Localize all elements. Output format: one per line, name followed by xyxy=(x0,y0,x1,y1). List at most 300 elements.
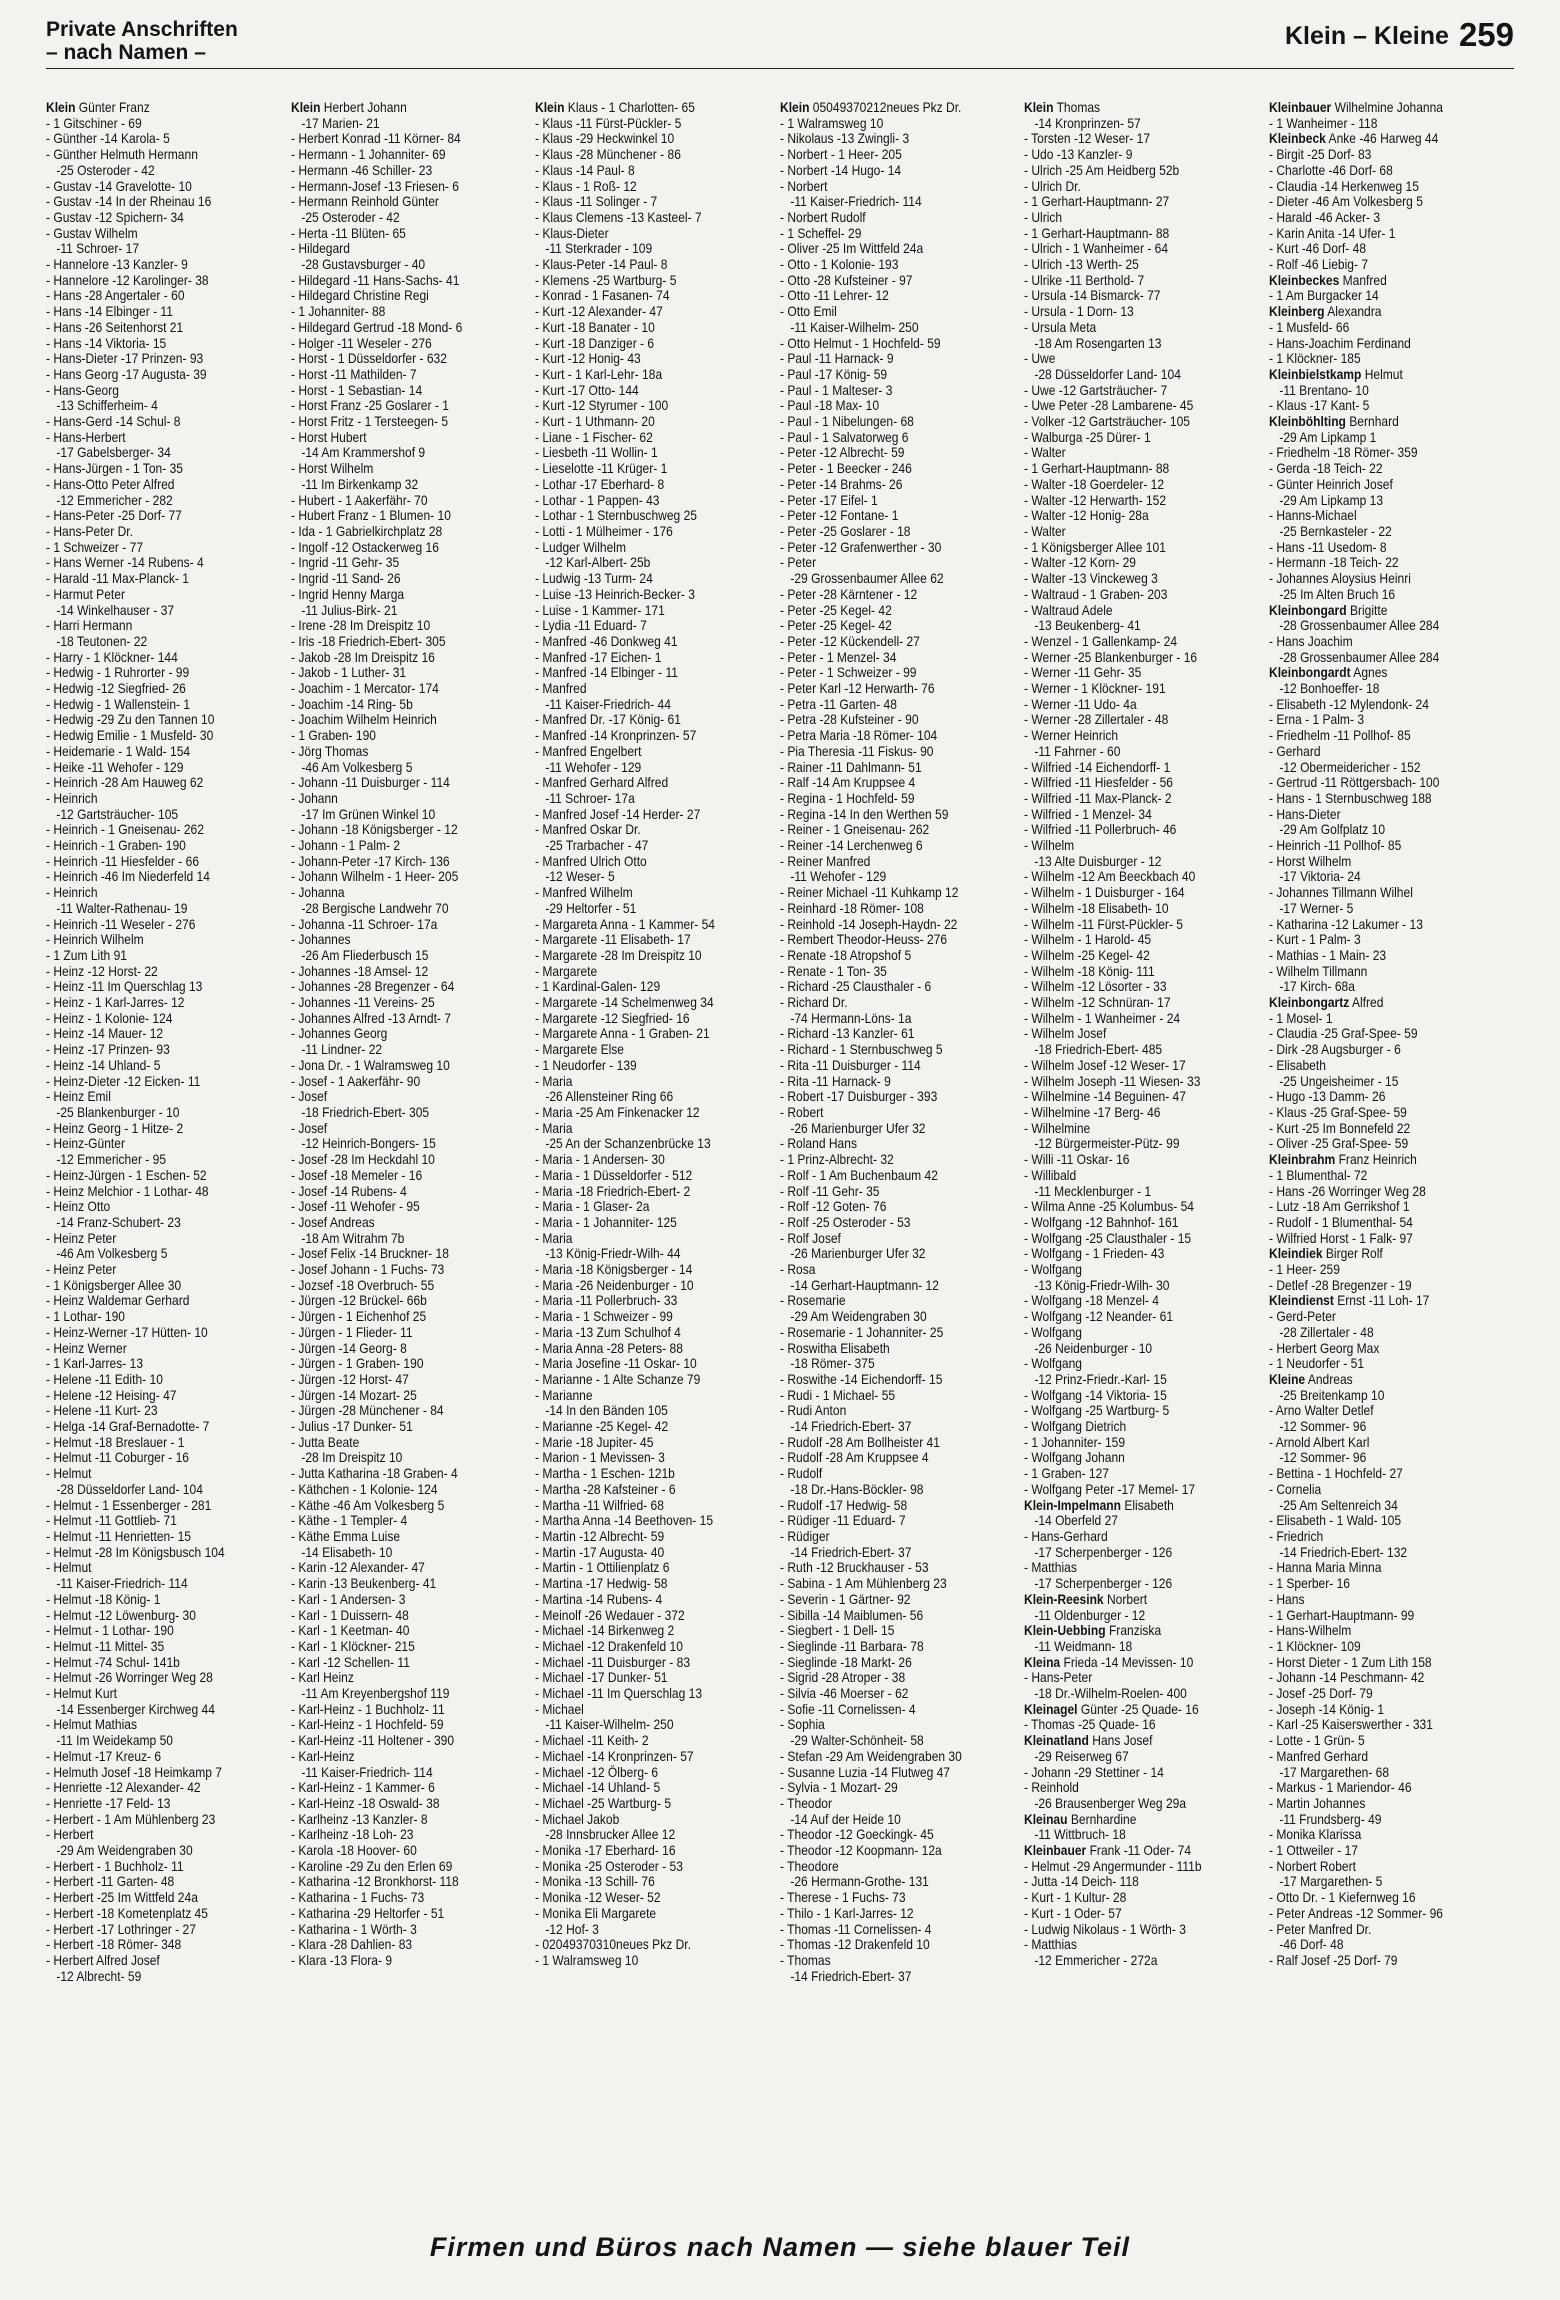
listing-entry: - Hermann -46 Schiller- 23 xyxy=(290,162,432,178)
listing-entry: - Matthias xyxy=(1024,1560,1078,1576)
listing-entry: - Herbert -18 Römer- 348 xyxy=(46,1937,182,1953)
listing-entry: -11 Schroer- 17 xyxy=(56,241,140,257)
listing-entry: - Michael -14 Kronprinzen- 57 xyxy=(535,1748,694,1764)
listing-entry: -12 Obermeidericher - 152 xyxy=(1279,759,1421,775)
listing-entry: - Karl -12 Schellen- 11 xyxy=(290,1654,410,1670)
listing-entry: - Wilma Anne -25 Kolumbus- 54 xyxy=(1024,1199,1195,1215)
listing-entry: - Peter -12 Fontane- 1 xyxy=(779,508,899,524)
listing-entry: - Thomas -25 Quade- 16 xyxy=(1024,1717,1156,1733)
listing-entry: - Renate -18 Atropshof 5 xyxy=(779,947,911,963)
listing-entry: - Johann -11 Duisburger - 114 xyxy=(290,775,450,791)
listing-entry: - Wilhelm Josef -12 Weser- 17 xyxy=(1024,1057,1187,1073)
listing-entry: - Gustav -12 Spichern- 34 xyxy=(46,209,184,225)
listing-entry: - Otto Helmut - 1 Hochfeld- 59 xyxy=(779,335,941,351)
listing-entry: -28 Im Dreispitz 10 xyxy=(300,1450,402,1466)
listing-entry: - Rosemarie xyxy=(779,1293,846,1309)
listing-entry: - Peter xyxy=(779,555,816,571)
listing-entry: - Hermann-Josef -13 Friesen- 6 xyxy=(290,178,459,194)
listing-entry: - Jürgen - 1 Flieder- 11 xyxy=(290,1324,413,1340)
listing-entry: -14 Gerhart-Hauptmann- 12 xyxy=(790,1277,939,1293)
listing-entry: - Heinz - 1 Karl-Jarres- 12 xyxy=(46,995,185,1011)
listing-entry: - Marion - 1 Mevissen- 3 xyxy=(535,1450,665,1466)
listing-entry: - Lotti - 1 Mülheimer - 176 xyxy=(535,523,674,539)
listing-entry: - Werner -11 Udo- 4a xyxy=(1024,696,1138,712)
listing-entry: - Manfred -17 Eichen- 1 xyxy=(535,649,662,665)
listing-entry: - Luise - 1 Kammer- 171 xyxy=(535,602,666,618)
listing-entry: - Reiner Manfred xyxy=(779,853,871,869)
listing-entry: - Hans xyxy=(1268,1591,1305,1607)
listing-entry: - Theodor xyxy=(779,1795,832,1811)
listing-entry: - Jürgen -12 Brückel- 66b xyxy=(290,1293,427,1309)
listing-entry: -17 Viktoria- 24 xyxy=(1279,869,1361,885)
listing-entry: - Käthchen - 1 Kolonie- 124 xyxy=(290,1481,438,1497)
listing-entry: - Therese - 1 Fuchs- 73 xyxy=(779,1890,906,1906)
listing-entry: - Irene -28 Im Dreispitz 10 xyxy=(290,618,430,634)
listing-entry: -14 In den Bänden 105 xyxy=(545,1403,669,1419)
listing-entry: - Rudolf xyxy=(779,1466,822,1482)
listing-entry: - Josef -18 Memeler - 16 xyxy=(290,1167,422,1183)
listing-entry: - 1 Gerhart-Hauptmann- 88 xyxy=(1024,461,1170,477)
listing-entry: -29 Grossenbaumer Allee 62 xyxy=(790,571,944,587)
listing-entry: - Horst Dieter - 1 Zum Lith 158 xyxy=(1268,1654,1432,1670)
listing-entry: - Michael -25 Wartburg- 5 xyxy=(535,1795,672,1811)
section-heading-line2: – nach Namen – xyxy=(46,41,206,64)
listing-entry: -17 Im Grünen Winkel 10 xyxy=(300,806,435,822)
listing-entry: - Karoline -29 Zu den Erlen 69 xyxy=(290,1858,452,1874)
listing-entry: - Harald -11 Max-Planck- 1 xyxy=(46,571,189,587)
listing-entry: - Katharina -12 Bronkhorst- 118 xyxy=(290,1874,459,1890)
listing-entry: - Hans -14 Viktoria- 15 xyxy=(46,335,167,351)
listing-entry: -26 Brausenberger Weg 29a xyxy=(1034,1795,1187,1811)
listing-entry: Kleindienst Ernst -11 Loh- 17 xyxy=(1268,1293,1430,1309)
listing-entry: - Michael Jakob xyxy=(535,1811,620,1827)
listing-entry: - Manfred Oskar Dr. xyxy=(535,822,641,838)
listing-entry: - Meinolf -26 Wedauer - 372 xyxy=(535,1607,685,1623)
listing-entry: - Hannelore -12 Karolinger- 38 xyxy=(46,272,209,288)
listing-entry: - Karl-Heinz -18 Oswald- 38 xyxy=(290,1795,440,1811)
listing-entry: - Wilhelm -18 König- 111 xyxy=(1024,963,1156,979)
listing-entry: - Peter Karl -12 Herwarth- 76 xyxy=(779,681,935,697)
listing-entry: - Jürgen -12 Horst- 47 xyxy=(290,1371,409,1387)
listing-entry: - Johannes Alfred -13 Arndt- 7 xyxy=(290,1010,451,1026)
listing-entry: - Wilhelm -12 Schnüran- 17 xyxy=(1024,995,1171,1011)
listing-entry: - Peter -12 Grafenwerther - 30 xyxy=(779,539,942,555)
listing-entry: - Kurt -18 Banater - 10 xyxy=(535,319,655,335)
listing-entry: - Jona Dr. - 1 Walramsweg 10 xyxy=(290,1057,450,1073)
listing-entry: - Wilhelm Josef xyxy=(1024,1026,1107,1042)
listing-entry: - Norbert -14 Hugo- 14 xyxy=(779,162,901,178)
listing-entry: - Margarete -28 Im Dreispitz 10 xyxy=(535,947,702,963)
listing-entry: - Manfred xyxy=(535,681,587,697)
listing-entry: - Jürgen -28 Münchener - 84 xyxy=(290,1403,444,1419)
listing-entry: - Heinz Georg - 1 Hitze- 2 xyxy=(46,1120,184,1136)
header-rule xyxy=(46,68,1514,69)
listing-entry: - Norbert xyxy=(779,178,828,194)
listing-entry: - Uwe xyxy=(1024,351,1056,367)
listing-entry: -29 Am Lipkamp 1 xyxy=(1279,429,1377,445)
listing-entry: - Heinrich -11 Weseler - 276 xyxy=(46,916,196,932)
listing-entry: -11 Frundsberg- 49 xyxy=(1279,1811,1382,1827)
listing-entry: - Hans -11 Usedom- 8 xyxy=(1268,539,1387,555)
listing-entry: - Heinz -17 Prinzen- 93 xyxy=(46,1042,170,1058)
listing-entry: - Reiner - 1 Gneisenau- 262 xyxy=(779,822,930,838)
listing-entry: - Klaus - 1 Roß- 12 xyxy=(535,178,637,194)
listing-entry: - Dieter -46 Am Volkesberg 5 xyxy=(1268,194,1423,210)
listing-entry: - 1 Mosel- 1 xyxy=(1268,1010,1333,1026)
listing-entry: - Margarete -12 Siegfried- 16 xyxy=(535,1010,690,1026)
listing-entry: - Rudolf -28 Am Bollheister 41 xyxy=(779,1434,940,1450)
listing-entry: - Kurt -25 Im Bonnefeld 22 xyxy=(1268,1120,1411,1136)
listing-entry: - Konrad - 1 Fasanen- 74 xyxy=(535,288,670,304)
listing-entry: - Rudi - 1 Michael- 55 xyxy=(779,1387,895,1403)
listing-entry: - 1 Scheffel- 29 xyxy=(779,225,862,241)
listing-entry: - Kurt - 1 Oder- 57 xyxy=(1024,1905,1123,1921)
listing-entry: - Martin -12 Albrecht- 59 xyxy=(535,1528,665,1544)
listing-entry: - 1 Zum Lith 91 xyxy=(46,947,127,963)
listing-entry: -29 Heltorfer - 51 xyxy=(545,900,637,916)
listing-entry: - Herbert Alfred Josef xyxy=(46,1952,160,1968)
listing-entry: - Klaus -11 Solinger - 7 xyxy=(535,194,658,210)
listing-entry: - Luise -13 Heinrich-Becker- 3 xyxy=(535,586,696,602)
listing-column-5 xyxy=(1024,100,1269,2225)
listing-entry: - Katharina - 1 Wörth- 3 xyxy=(290,1921,417,1937)
listing-entry: - Wilhelmine -14 Beguinen- 47 xyxy=(1024,1089,1187,1105)
listing-entry: - 1 Walramsweg 10 xyxy=(535,1952,639,1968)
listing-entry: - Maria xyxy=(535,1120,573,1136)
listing-entry: - Helmuth Josef -18 Heimkamp 7 xyxy=(46,1764,222,1780)
listing-entry: - Liesbeth -11 Wollin- 1 xyxy=(535,445,658,461)
listing-entry: - Herbert - 1 Am Mühlenberg 23 xyxy=(46,1811,216,1827)
listing-entry: - Ulrich - 1 Wanheimer - 64 xyxy=(1024,241,1169,257)
listing-entry: - Marianne xyxy=(535,1387,593,1403)
listing-entry: - Kurt - 1 Uthmann- 20 xyxy=(535,414,655,430)
listing-entry: - Kurt - 1 Palm- 3 xyxy=(1268,932,1361,948)
section-heading-line1: Private Anschriften xyxy=(46,18,238,41)
listing-entry: -25 An der Schanzenbrücke 13 xyxy=(545,1136,711,1152)
listing-entry: - Rüdiger -11 Eduard- 7 xyxy=(779,1513,906,1529)
listing-entry: - Udo -13 Kanzler- 9 xyxy=(1024,147,1133,163)
listing-entry: -25 Trarbacher - 47 xyxy=(545,838,649,854)
listing-entry: - Heinrich -46 Im Niederfeld 14 xyxy=(46,869,210,885)
listing-entry: Kleinbongartz Alfred xyxy=(1268,995,1384,1011)
listing-entry: -14 Am Krammershof 9 xyxy=(300,445,425,461)
listing-entry: -11 Kaiser-Wilhelm- 250 xyxy=(545,1717,674,1733)
listing-entry: - Johanna xyxy=(290,885,345,901)
listing-entry: - Maria -26 Neidenburger - 10 xyxy=(535,1277,694,1293)
listing-entry: - Gertrud -11 Röttgersbach- 100 xyxy=(1268,775,1440,791)
listing-entry: - Wilhelm Joseph -11 Wiesen- 33 xyxy=(1024,1073,1201,1089)
listing-entry: - Hildegard xyxy=(290,241,350,257)
listing-entry: - Rüdiger xyxy=(779,1528,830,1544)
listing-entry: -18 Am Rosengarten 13 xyxy=(1034,335,1162,351)
listing-entry: - Otto -28 Kufsteiner - 97 xyxy=(779,272,913,288)
listing-entry: - Manfred -14 Kronprinzen- 57 xyxy=(535,728,697,744)
listing-entry: - Richard Dr. xyxy=(779,995,848,1011)
listing-entry: - Karl - 1 Andersen- 3 xyxy=(290,1591,406,1607)
listing-entry: - Maria - 1 Schweizer - 99 xyxy=(535,1309,674,1325)
listing-entry: - Klaus-Peter -14 Paul- 8 xyxy=(535,257,668,273)
listing-entry: - Heinz - 1 Kolonie- 124 xyxy=(46,1010,173,1026)
listing-entry: - Joachim Wilhelm Heinrich xyxy=(290,712,437,728)
listing-entry: - Heinrich xyxy=(46,790,98,806)
listing-entry: -14 Friedrich-Ebert- 132 xyxy=(1279,1544,1408,1560)
listing-entry: - Paul - 1 Nibelungen- 68 xyxy=(779,414,914,430)
listing-entry: - Heinrich - 1 Graben- 190 xyxy=(46,838,186,854)
listing-entry: - 1 Klöckner- 185 xyxy=(1268,351,1361,367)
listing-entry: -25 Ungeisheimer - 15 xyxy=(1279,1073,1399,1089)
listing-entry: -11 Schroer- 17a xyxy=(545,790,635,806)
listing-entry: - Sibilla -14 Maiblumen- 56 xyxy=(779,1607,923,1623)
listing-entry: - 1 Musfeld- 66 xyxy=(1268,319,1350,335)
listing-entry: - Margarete Else xyxy=(535,1042,625,1058)
listing-entry: - Johannes -11 Vereins- 25 xyxy=(290,995,435,1011)
listing-entry: - Maria -18 Friedrich-Ebert- 2 xyxy=(535,1183,691,1199)
listing-entry: -25 Bernkasteler - 22 xyxy=(1279,523,1392,539)
listing-entry: - Michael -14 Uhland- 5 xyxy=(535,1780,661,1796)
listing-entry: -11 Kaiser-Friedrich- 114 xyxy=(56,1576,188,1592)
listing-entry: - Kurt -17 Otto- 144 xyxy=(535,382,639,398)
listing-entry: - Paul - 1 Salvatorweg 6 xyxy=(779,429,909,445)
listing-entry: - Wolfgang - 1 Frieden- 43 xyxy=(1024,1246,1165,1262)
listing-entry: -28 Grossenbaumer Allee 284 xyxy=(1279,649,1440,665)
listing-entry: - 1 Heer- 259 xyxy=(1268,1262,1340,1278)
listing-entry: -14 Friedrich-Ebert- 37 xyxy=(790,1544,912,1560)
listing-entry: - Silvia -46 Moerser - 62 xyxy=(779,1686,909,1702)
listing-entry: - Helmut -11 Gottlieb- 71 xyxy=(46,1513,177,1529)
listing-entry: - Wilhelm -12 Lösorter - 33 xyxy=(1024,979,1167,995)
listing-entry: - Stefan -29 Am Weidengraben 30 xyxy=(779,1748,962,1764)
listing-entry: - Kurt -46 Dorf- 48 xyxy=(1268,241,1367,257)
listing-entry: -12 Sommer- 96 xyxy=(1279,1450,1367,1466)
listing-entry: - Herbert -18 Kometenplatz 45 xyxy=(46,1905,208,1921)
listing-entry: - Karola -18 Hoover- 60 xyxy=(290,1843,417,1859)
listing-entry: -18 Friedrich-Ebert- 485 xyxy=(1034,1042,1163,1058)
listing-entry: - Johann-Peter -17 Kirch- 136 xyxy=(290,853,450,869)
page-number: 259 xyxy=(1458,16,1514,53)
listing-entry: - Johannes xyxy=(290,932,351,948)
listing-entry: -28 Innsbrucker Allee 12 xyxy=(545,1827,676,1843)
listing-entry: - Nikolaus -13 Zwingli- 3 xyxy=(779,131,909,147)
listing-entry: - Herbert - 1 Buchholz- 11 xyxy=(46,1858,184,1874)
listing-entry: - Wolfgang -12 Bahnhof- 161 xyxy=(1024,1214,1179,1230)
listing-entry: -12 Bürgermeister-Pütz- 99 xyxy=(1034,1136,1180,1152)
listing-entry: - Waltraud Adele xyxy=(1024,602,1113,618)
listing-entry: - Hans -26 Worringer Weg 28 xyxy=(1268,1183,1426,1199)
listing-entry: - Margareta Anna - 1 Kammer- 54 xyxy=(535,916,716,932)
listing-entry: - Wolfgang xyxy=(1024,1356,1083,1372)
listing-entry: - 1 Gerhart-Hauptmann- 99 xyxy=(1268,1607,1415,1623)
listing-entry: - Peter -17 Eifel- 1 xyxy=(779,492,878,508)
listing-entry: - Jürgen - 1 Graben- 190 xyxy=(290,1356,424,1372)
listing-entry: -12 Emmericher - 282 xyxy=(56,492,173,508)
listing-entry: - Helmut -74 Schul- 141b xyxy=(46,1654,180,1670)
listing-entry: - Karlheinz -18 Loh- 23 xyxy=(290,1827,414,1843)
listing-entry: -11 Am Kreyenbergshof 119 xyxy=(300,1686,450,1702)
listing-entry: Klein Herbert Johann xyxy=(290,100,407,115)
listing-entry: - Klaus -29 Heckwinkel 10 xyxy=(535,131,675,147)
listing-entry: - Helmut - 1 Essenberger - 281 xyxy=(46,1497,212,1513)
listing-entry: - Michael -12 Ölberg- 6 xyxy=(535,1764,659,1780)
listing-entry: - Willibald xyxy=(1024,1167,1077,1183)
listing-entry: - Gustav Wilhelm xyxy=(46,225,138,241)
listing-entry: - Herta -11 Blüten- 65 xyxy=(290,225,406,241)
listing-entry: - Karl - 1 Keetman- 40 xyxy=(290,1623,410,1639)
listing-entry: - Wolfgang -25 Wartburg- 5 xyxy=(1024,1403,1170,1419)
listing-entry: -11 Kaiser-Wilhelm- 250 xyxy=(790,319,919,335)
listing-entry: - Willi -11 Oskar- 16 xyxy=(1024,1152,1130,1168)
listing-entry: Kleinberg Alexandra xyxy=(1268,304,1382,320)
listing-entry: -12 Hof- 3 xyxy=(545,1921,600,1937)
listing-entry: - Peter -12 Kückendell- 27 xyxy=(779,633,920,649)
listing-entry: -12 Heinrich-Bongers- 15 xyxy=(300,1136,436,1152)
footer-note: Firmen und Büros nach Namen — siehe blauer Teil xyxy=(429,2232,1131,2262)
running-head xyxy=(1285,16,1514,54)
listing-entry: - Wilhelm -18 Elisabeth- 10 xyxy=(1024,900,1169,916)
listing-entry: - Manfred -46 Donkweg 41 xyxy=(535,633,678,649)
listing-entry: - Robert -17 Duisburger - 393 xyxy=(779,1089,938,1105)
listing-entry: -28 Düsseldorfer Land- 104 xyxy=(1034,366,1182,382)
listing-entry: - 1 Lothar- 190 xyxy=(46,1309,125,1325)
listing-entry: - Wilhelm Tillmann xyxy=(1268,963,1368,979)
listing-entry: - Harri Hermann xyxy=(46,618,133,634)
listing-entry: - Richard - 1 Sternbuschweg 5 xyxy=(779,1042,943,1058)
listing-entry: - Martin Johannes xyxy=(1268,1795,1366,1811)
listing-entry: - Ralf Josef -25 Dorf- 79 xyxy=(1268,1952,1398,1968)
listing-entry: - Johann -14 Peschmann- 42 xyxy=(1268,1670,1425,1686)
listing-entry: - Heinz Melchior - 1 Lothar- 48 xyxy=(46,1183,209,1199)
listing-entry: - Helmut - 1 Lothar- 190 xyxy=(46,1623,174,1639)
listing-entry: -12 Emmericher - 272a xyxy=(1034,1952,1158,1968)
listing-entry: - Käthe - 1 Templer- 4 xyxy=(290,1513,407,1529)
listing-column-1 xyxy=(46,100,291,2225)
listing-entry: -12 Gartsträucher- 105 xyxy=(56,806,179,822)
listing-entry: - Wolfgang xyxy=(1024,1262,1083,1278)
listing-entry: Klein Klaus - 1 Charlotten- 65 xyxy=(535,100,696,115)
listing-entry: - 1 Schweizer - 77 xyxy=(46,539,144,555)
listing-entry: - 1 Klöckner- 109 xyxy=(1268,1638,1361,1654)
listing-entry: - Katharina -12 Lakumer - 13 xyxy=(1268,916,1423,932)
listing-entry: - Heinz -14 Uhland- 5 xyxy=(46,1057,161,1073)
listing-entry: -17 Margarethen- 5 xyxy=(1279,1874,1383,1890)
listing-entry: - 1 Gitschiner - 69 xyxy=(46,115,142,131)
listing-entry: -12 Bonhoeffer- 18 xyxy=(1279,681,1380,697)
listing-entry: - Helmut -12 Löwenburg- 30 xyxy=(46,1607,196,1623)
listing-entry: -26 Marienburger Ufer 32 xyxy=(790,1246,926,1262)
listing-entry: -13 Alte Duisburger - 12 xyxy=(1034,853,1162,869)
listing-entry: - Hans-Peter Dr. xyxy=(46,523,133,539)
listing-entry: - Werner - 1 Klöckner- 191 xyxy=(1024,681,1167,697)
listing-entry: - 1 Johanniter- 88 xyxy=(290,304,385,320)
listing-entry: - Heinz-Günter xyxy=(46,1136,125,1152)
listing-entry: - Günter Heinrich Josef xyxy=(1268,476,1393,492)
listing-entry: - Henriette -12 Alexander- 42 xyxy=(46,1780,201,1796)
listing-entry: - Uwe Peter -28 Lambarene- 45 xyxy=(1024,398,1194,414)
listing-entry: - 1 Sperber- 16 xyxy=(1268,1576,1350,1592)
listing-entry: - Josef -25 Dorf- 79 xyxy=(1268,1686,1373,1702)
listing-entry: -14 Friedrich-Ebert- 37 xyxy=(790,1968,912,1984)
listing-entry: - Werner -11 Gehr- 35 xyxy=(1024,665,1142,681)
listing-entry: - Helmut -11 Coburger - 16 xyxy=(46,1450,189,1466)
listing-entry: - Peter Manfred Dr. xyxy=(1268,1921,1372,1937)
listing-entry: - Heinrich -28 Am Hauweg 62 xyxy=(46,775,204,791)
listing-entry: - Otto - 1 Kolonie- 193 xyxy=(779,257,899,273)
listing-entry: - Helmut Mathias xyxy=(46,1717,137,1733)
listing-entry: - Joseph -14 König- 1 xyxy=(1268,1701,1385,1717)
listing-entry: -11 Kaiser-Friedrich- 44 xyxy=(545,696,672,712)
listing-entry: - 1 Gerhart-Hauptmann- 88 xyxy=(1024,225,1170,241)
listing-entry: -14 Friedrich-Ebert- 37 xyxy=(790,1419,912,1435)
listing-entry: -17 Scherpenberger - 126 xyxy=(1034,1576,1173,1592)
listing-entry: -12 Karl-Albert- 25b xyxy=(545,555,651,571)
listing-entry: - Lieselotte -11 Krüger- 1 xyxy=(535,461,668,477)
listing-entry: - Michael xyxy=(535,1701,585,1717)
listing-entry: - Martha Anna -14 Beethoven- 15 xyxy=(535,1513,714,1529)
listing-entry: - Manfred Josef -14 Herder- 27 xyxy=(535,806,701,822)
listing-entry: - Wolfgang -14 Viktoria- 15 xyxy=(1024,1387,1168,1403)
listing-entry: - Volker -12 Gartsträucher- 105 xyxy=(1024,414,1191,430)
listing-entry: - Michael -11 Im Querschlag 13 xyxy=(535,1686,703,1702)
listing-entry: -11 Brentano- 10 xyxy=(1279,382,1369,398)
listing-entry: - Maria xyxy=(535,1073,573,1089)
listing-entry: - Lydia -11 Eduard- 7 xyxy=(535,618,647,634)
listing-entry: - Hermann -18 Teich- 22 xyxy=(1268,555,1399,571)
listing-column-6 xyxy=(1269,100,1514,2225)
listing-entry: - Hans-Jürgen - 1 Ton- 35 xyxy=(46,461,183,477)
listing-entry: - Heinz-Jürgen - 1 Eschen- 52 xyxy=(46,1167,207,1183)
listing-entry: - Maria -18 Königsberger - 14 xyxy=(535,1262,693,1278)
listing-entry: -46 Am Volkesberg 5 xyxy=(300,759,413,775)
listing-entry: - Oliver -25 Im Wittfeld 24a xyxy=(779,241,923,257)
listing-entry: -11 Wehofer - 129 xyxy=(790,869,887,885)
listing-entry: - Monika -12 Weser- 52 xyxy=(535,1890,661,1906)
listing-entry: -12 Albrecht- 59 xyxy=(56,1968,142,1984)
listing-entry: - Wilfried - 1 Menzel- 34 xyxy=(1024,806,1153,822)
listing-entry: - Lothar - 1 Pappen- 43 xyxy=(535,492,660,508)
listing-entry: -13 Beukenberg- 41 xyxy=(1034,618,1142,634)
listing-entry: - Klaus -14 Paul- 8 xyxy=(535,162,635,178)
listing-entry: Klein 05049370212neues Pkz Dr. xyxy=(779,100,962,115)
listing-entry: - Helmut xyxy=(46,1466,92,1482)
listing-entry: - Klara -13 Flora- 9 xyxy=(290,1952,392,1968)
listing-entry: - Rolf - 1 Am Buchenbaum 42 xyxy=(779,1167,938,1183)
listing-entry: -13 König-Friedr-Wilh- 44 xyxy=(545,1246,681,1262)
listing-entry: -17 Marien- 21 xyxy=(300,115,380,131)
listing-entry: - Thilo - 1 Karl-Jarres- 12 xyxy=(779,1905,914,1921)
listing-entry: - Wilhelm - 1 Duisburger - 164 xyxy=(1024,885,1185,901)
listing-entry: - 1 Gerhart-Hauptmann- 27 xyxy=(1024,194,1170,210)
listing-entry: - Hedwig - 1 Wallenstein- 1 xyxy=(46,696,191,712)
listing-entry: - Jakob -28 Im Dreispitz 16 xyxy=(290,649,435,665)
listing-entry: - Julius -17 Dunker- 51 xyxy=(290,1419,413,1435)
listing-entry: - Helmut xyxy=(46,1560,92,1576)
listing-entry: - Arno Walter Detlef xyxy=(1268,1403,1374,1419)
listing-entry: - Walburga -25 Dürer- 1 xyxy=(1024,429,1152,445)
listing-entry: - Claudia -14 Herkenweg 15 xyxy=(1268,178,1419,194)
listing-entry: - Rudolf -28 Am Kruppsee 4 xyxy=(779,1450,929,1466)
listing-entry: - Claudia -25 Graf-Spee- 59 xyxy=(1268,1026,1418,1042)
listing-entry: - Markus - 1 Mariendor- 46 xyxy=(1268,1780,1412,1796)
listing-entry: -26 Hermann-Grothe- 131 xyxy=(790,1874,929,1890)
listing-entry: -11 Weidmann- 18 xyxy=(1034,1638,1133,1654)
listing-entry: Klein-Reesink Norbert xyxy=(1024,1591,1148,1607)
listing-entry: - Hildegard -11 Hans-Sachs- 41 xyxy=(290,272,460,288)
listing-entry: - Monika Klarissa xyxy=(1268,1827,1362,1843)
listing-entry: - Rudolf -17 Hedwig- 58 xyxy=(779,1497,907,1513)
listing-entry: - Kurt - 1 Karl-Lehr- 18a xyxy=(535,366,663,382)
listing-entry: -14 Franz-Schubert- 23 xyxy=(56,1214,181,1230)
listing-entry: - Roland Hans xyxy=(779,1136,857,1152)
listing-entry: -28 Gustavsburger - 40 xyxy=(300,257,425,273)
